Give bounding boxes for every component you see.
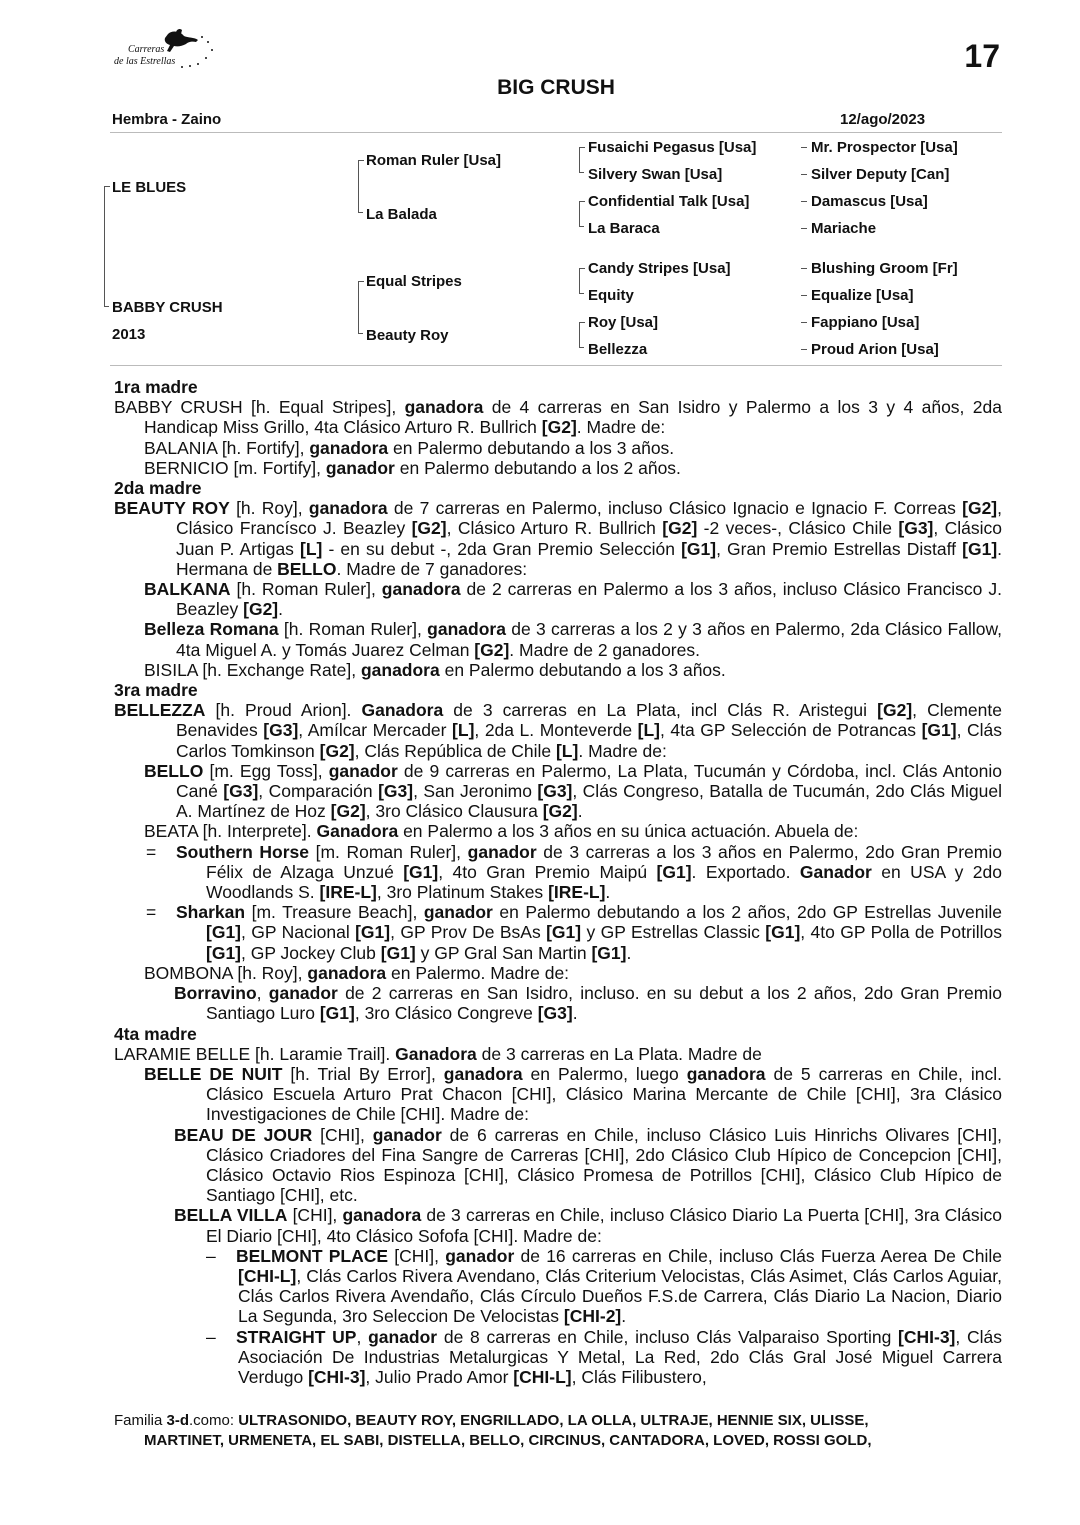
pedigree-dss: Candy Stripes [Usa] <box>588 260 731 277</box>
entry-borravino: Borravino, ganador de 2 carreras en San Isidro, incluso. en su debut a los 2 años, 2do Gran Premio Santiago Luro [G1], 3ro Clásico Congreve [G3]. <box>174 983 1002 1024</box>
pedigree-sdd: La Baraca <box>588 220 660 237</box>
pedigree-dsss: Blushing Groom [Fr] <box>811 260 958 277</box>
page-number: 17 <box>964 38 1000 74</box>
entry-beauty-roy: BEAUTY ROY [h. Roy], ganadora de 7 carreras en Palermo, incluso Clásico Ignacio e Ignacio F. Correas [G2], Clásico Francísco J. Beazley [G2], Clásico Arturo R. Bullrich [G2] -2 veces-, Clásico Chile [G3], Clásico Juan P. Artigas [L] - en su debut -, 2da Gran Premio Selección [G1], Gran Premio Estrellas Distaff [G1]. Hermana de BELLO. Madre de 7 ganadores: <box>114 498 1003 579</box>
entry-laramie-belle: LARAMIE BELLE [h. Laramie Trail]. Ganadora de 3 carreras en La Plata. Madre de <box>114 1043 762 1064</box>
section-second-dam: 2da madre <box>114 478 202 499</box>
family-line-1 <box>114 1411 1002 1431</box>
entry-belmont-place: – BELMONT PLACE [CHI], ganador de 16 carreras en Chile, incluso Clás Fuerza Aerea De Chile [CHI-L], Clás Carlos Rivera Avendano, Clás Criterium Velocistas, Clás Asimet, Clás Carlos Aguiar, Clás Carlos Rivera Avendaño, Clás Círculo Dueños F.S.de Carrera, Clás Diario La Nacion, Diario La Segunda, 3ro Seleccion De Velocistas [CHI-2]. <box>206 1245 1002 1327</box>
family-members-1: ULTRASONIDO, BEAUTY ROY, ENGRILLADO, LA OLLA, ULTRAJE, HENNIE SIX, ULISSE, <box>238 1412 869 1429</box>
bracket-col3-c <box>579 268 585 294</box>
bracket-col3-b-end <box>579 226 584 227</box>
entry-balkana: BALKANA [h. Roman Ruler], ganadora de 2 carreras en Palermo a los 3 años, incluso Clásico Francisco J. Beazley [G2]. <box>144 579 1002 620</box>
pedigree-ddss: Fappiano [Usa] <box>811 314 920 331</box>
dash-col4-3 <box>801 201 807 202</box>
entry-balania: BALANIA [h. Fortify], ganadora en Palermo debutando a los 3 años. <box>144 437 675 458</box>
dash-col4-1 <box>801 147 807 148</box>
family-label: Familia <box>114 1412 163 1429</box>
logo-text-line2: de las Estrellas <box>114 56 176 67</box>
bracket-col3-d <box>579 322 585 348</box>
pedigree-dds: Roy [Usa] <box>588 314 659 331</box>
divider-pedigree <box>110 365 1002 366</box>
pedigree-ssds: Silver Deputy [Can] <box>811 166 950 183</box>
entry-belle-de-nuit: BELLE DE NUIT [h. Trial By Error], ganadora en Palermo, luego ganadora de 5 carreras en Chile, incl. Clásico Escuela Arturo Prat Chacon [CHI], Clásico Marina Mercante de Chile [CHI], 3ra Clásico Investigaciones de Chile [CHI]. Madre de: <box>144 1063 1002 1125</box>
sex-coat: Hembra - Zaino <box>112 111 222 128</box>
section-fourth-dam: 4ta madre <box>114 1023 197 1044</box>
entry-southern-horse: = Southern Horse [m. Roman Ruler], ganador de 3 carreras a los 3 años en Palermo, 2do Gran Premio Félix de Alzaga Unzué [G1], 4to Gran Premio Maipú [G1]. Exportado. Ganador en USA y 2do Woodlands S. [IRE-L], 3ro Platinum Stakes [IRE-L]. <box>146 841 1002 903</box>
pedigree-sire-sire: Roman Ruler [Usa] <box>366 152 502 169</box>
pedigree-sdds: Mariache <box>811 220 877 237</box>
horse-rider-icon <box>110 28 220 74</box>
entry-bellezza: BELLEZZA [h. Proud Arion]. Ganadora de 3 carreras en La Plata, incl Clás R. Aristegui [G2], Clemente Benavides [G3], Amílcar Mercader [L], 2da L. Monteverde [L], 4ta GP Selección de Potrancas [G1], Clás Carlos Tomkinson [G2], Clás República de Chile [L]. Madre de: <box>114 700 1002 761</box>
bracket-col3-a <box>579 147 585 173</box>
bracket-col3-c-end <box>579 293 584 294</box>
entry-bella-villa: BELLA VILLA [CHI], ganadora de 3 carreras en Chile, incluso Clásico Diario La Puerta [CHI], 3ra Clásico El Diario [CHI], 4to Clásico Sofofa [CHI]. Madre de: <box>174 1205 1002 1246</box>
section-first-dam: 1ra madre <box>114 377 198 397</box>
pedigree-dam-sire: Equal Stripes <box>366 273 462 290</box>
dash-col4-7 <box>801 322 807 323</box>
bracket-col2-a <box>358 160 364 213</box>
section-third-dam: 3ra madre <box>114 680 198 701</box>
entry-beau-de-jour: BEAU DE JOUR [CHI], ganador de 6 carreras en Chile, incluso Clásico Luis Hinrichs Olivares [CHI], Clásico Criadores del Fina Sangre de Carreras [CHI], 2do Clásico Club Hípico de Concepcion [CHI], Clásico Octavio Rios Espinoza [CHI], Clásico Promesa de Potrillos [CHI], Clásico Club Hípico de Santiago [CHI], etc. <box>174 1124 1002 1206</box>
report-date: 12/ago/2023 <box>840 111 926 128</box>
pedigree-sdss: Damascus [Usa] <box>811 193 928 210</box>
dash-col4-2 <box>801 174 807 175</box>
family-line <box>114 1411 1002 1451</box>
bracket-col2-a-end <box>358 212 363 213</box>
bracket-col2-b-end <box>358 333 363 334</box>
logo <box>110 28 220 74</box>
pedigree-ddds: Proud Arion [Usa] <box>811 341 939 358</box>
entry-belleza-romana: Belleza Romana [h. Roman Ruler], ganadora de 3 carreras a los 2 y 3 años en Palermo, 2da Clásico Fallow, 4ta Miguel A. y Tomás Juarez Celman [G2]. Madre de 2 ganadores. <box>144 619 1003 660</box>
pedigree-sds: Confidential Talk [Usa] <box>588 193 750 210</box>
logo-text-line1: Carreras <box>128 44 165 55</box>
bracket-col1-end <box>104 306 109 307</box>
entry-straight-up: – STRAIGHT UP, ganador de 8 carreras en Chile, incluso Clás Valparaiso Sporting [CHI-3], Clás Asociación De Industrias Metalurgicas Y Metal, La Red, 2do Clás Gral José Miguel Carrera Verdugo [CHI-3], Julio Prado Amor [CHI-L], Clás Filibustero, <box>206 1326 1002 1387</box>
horse-name: BIG CRUSH <box>497 76 615 99</box>
dash-col4-6 <box>801 295 807 296</box>
family-members-2: MARTINET, URMENETA, EL SABI, DISTELLA, BELLO, CIRCINUS, CANTADORA, LOVED, ROSSI GOLD, <box>144 1432 872 1449</box>
dash-col4-5 <box>801 268 807 269</box>
pedigree-ssd: Silvery Swan [Usa] <box>588 166 723 183</box>
pedigree-dsds: Equalize [Usa] <box>811 287 914 304</box>
divider-top <box>110 132 1002 133</box>
pedigree-ssss: Mr. Prospector [Usa] <box>811 139 958 156</box>
entry-bernicio: BERNICIO [m. Fortify], ganador en Palermo debutando a los 2 años. <box>144 457 681 478</box>
entry-babby-crush: BABBY CRUSH [h. Equal Stripes], ganadora de 4 carreras en San Isidro y Palermo a los 3 y 4 años, 2da Handicap Miss Grillo, 4ta Clásico Arturo R. Bullrich [G2]. Madre de: <box>114 397 1002 438</box>
pedigree-ddd: Bellezza <box>588 341 648 358</box>
bracket-col3-d-end <box>579 347 584 348</box>
entry-sharkan: = Sharkan [m. Treasure Beach], ganador en Palermo debutando a los 2 años, 2do GP Estrellas Juvenile [G1], GP Nacional [G1], GP Prov De BsAs [G1] y GP Estrellas Classic [G1], 4to GP Polla de Potrillos [G1], GP Jockey Club [G1] y GP Gral San Martin [G1]. <box>146 902 1002 963</box>
pedigree-year: 2013 <box>112 326 146 343</box>
pedigree-sire: LE BLUES <box>112 179 187 196</box>
bracket-col2-b <box>358 281 364 334</box>
dash-col4-8 <box>801 349 807 350</box>
pedigree-dsd: Equity <box>588 287 634 304</box>
pedigree-dam-dam: Beauty Roy <box>366 327 449 344</box>
bracket-col3-b <box>579 201 585 227</box>
family-number: 3-d <box>166 1412 190 1429</box>
entry-beata: BEATA [h. Interprete]. Ganadora en Palermo a los 3 años en su única actuación. Abuela de: <box>144 821 859 842</box>
bracket-col1 <box>104 186 110 307</box>
bracket-col3-a-end <box>579 172 584 173</box>
pedigree-sss: Fusaichi Pegasus [Usa] <box>588 139 757 156</box>
pedigree-sire-dam: La Balada <box>366 206 437 223</box>
produce-record <box>114 377 1002 1387</box>
pedigree-dam: BABBY CRUSH <box>112 299 223 316</box>
entry-bello: BELLO [m. Egg Toss], ganador de 9 carreras en Palermo, La Plata, Tucumán y Córdoba, incl. Clás Antonio Cané [G3], Comparación [G3], San Jeronimo [G3], Clás Congreso, Batalla de Tucumán, 2do Clás Miguel A. Martínez de Hoz [G2], 3ro Clásico Clausura [G2]. <box>144 760 1003 822</box>
entry-bisila: BISILA [h. Exchange Rate], ganadora en Palermo debutando a los 3 años. <box>144 659 726 680</box>
entry-bombona: BOMBONA [h. Roy], ganadora en Palermo. Madre de: <box>144 962 570 983</box>
family-como: .como: <box>189 1412 235 1429</box>
dash-col4-4 <box>801 228 807 229</box>
